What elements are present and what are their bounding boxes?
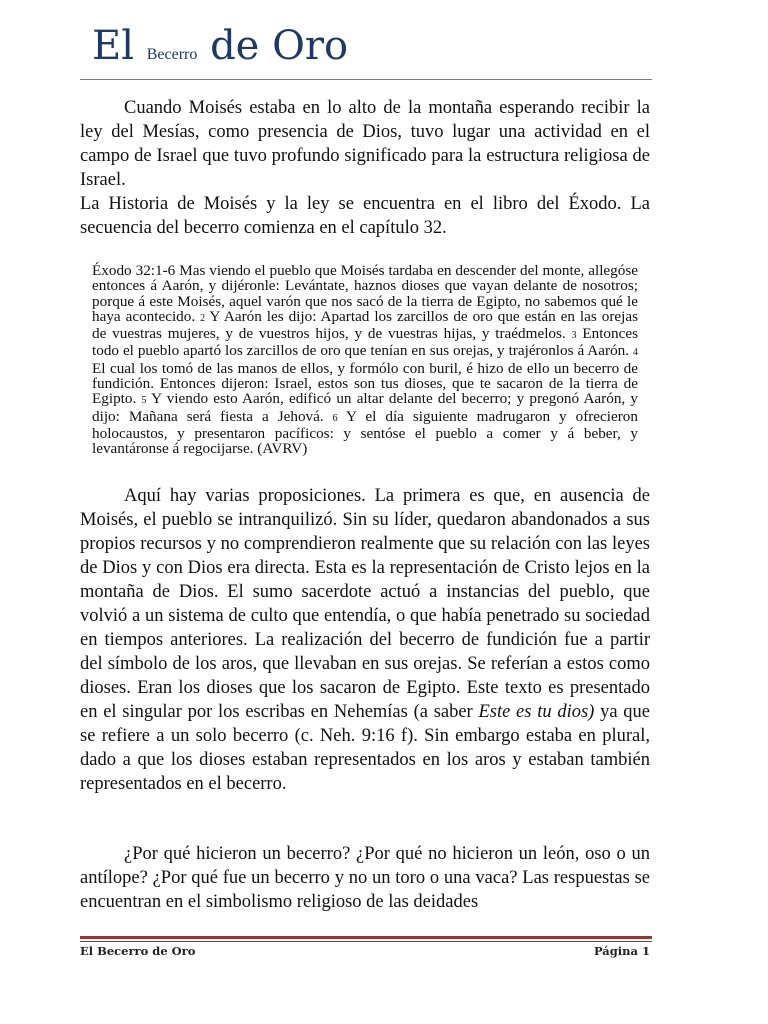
footer-thin-rule — [80, 941, 652, 942]
footer-title: El Becerro de Oro — [80, 944, 196, 958]
analysis-italic-quote: Este es tu dios) — [478, 702, 595, 722]
quote-reference: Éxodo 32:1-6 — [92, 262, 176, 279]
analysis-text-start: Aquí hay varias proposiciones. La primera es que, en ausencia de Moisés, el pueblo se intranquilizó. Sin su líder, quedaron abandonados a sus propios recursos y no comprendieron realmente que su relación con las leyes de Dios y con Dios era directa. Esta es la representación de Cristo lejos en la montaña de Dios. El sumo sacerdote actuó a instancias del pueblo, que volvió a un sistema de culto que entendía, o que había penetrado su sociedad en tiempos anteriores. La realización del becerro de fundición fue a partir del símbolo de los aros, que llevaban en sus orejas. Se referían a estos como dioses. Eran los dioses que los sacaron de Egipto. Este texto es presentado en el singular por los escribas en Nehemías (a saber — [80, 486, 650, 722]
footer-page-number: Página 1 — [593, 944, 650, 958]
quote-verse-4: El cual los tomó de las manos de ellos, y formólo con buril, é hizo de ello un becerro de fundición. Entonces dijeron: Israel, estos son tus dioses, que te sacaron de la tierra de Egipto. — [92, 359, 638, 408]
verse-number-4: 4 — [633, 347, 638, 359]
analysis-text-end: ya que se refiere a un solo becerro (c. Neh. 9:16 f). Sin embargo estaba en plural, dado a que los dioses estaban representados en los aros y estaban también representados en el becerro. — [80, 702, 650, 794]
title-part-el: El — [92, 23, 134, 69]
verse-number-2: 2 — [200, 312, 206, 324]
verse-number-5: 5 — [141, 395, 147, 407]
title-part-becerro: Becerro — [146, 46, 198, 63]
verse-number-3: 3 — [571, 330, 577, 342]
page-title — [92, 22, 348, 79]
analysis-section — [80, 484, 650, 796]
footer-thick-rule — [80, 936, 652, 939]
question-paragraph: ¿Por qué hicieron un becerro? ¿Por qué no hicieron un león, oso o un antílope? ¿Por qué fue un becerro y no un toro o una vaca? Las respuestas se encuentran en el simbolismo religioso de las deidades — [80, 844, 650, 912]
intro-paragraph-1: Cuando Moisés estaba en lo alto de la montaña esperando recibir la ley del Mesías, como presencia de Dios, tuvo lugar una actividad en el campo de Israel que tuvo profundo significado para la estructura religiosa de Israel. — [80, 98, 650, 190]
verse-number-6: 6 — [332, 412, 338, 424]
intro-paragraph-2: La Historia de Moisés y la ley se encuentra en el libro del Éxodo. La secuencia del becerro comienza en el capítulo 32. — [80, 194, 650, 238]
scripture-quote — [92, 263, 638, 457]
question-section — [80, 842, 650, 914]
quote-verse-5: Y viendo esto Aarón, edificó un altar delante del becerro; y pregonó Aarón, y dijo: Mañana será fiesta a Jehová. — [92, 390, 638, 425]
title-divider — [80, 79, 652, 80]
quote-verse-6: Y el día siguiente madrugaron y ofrecieron holocaustos, y presentaron pacíficos: y sentóse el pueblo a comer y á beber, y levantáronse á regocijarse. (AVRV) — [92, 407, 638, 458]
quote-verse-1: Mas viendo el pueblo que Moisés tardaba en descender del monte, allegóse entonces á Aarón, y dijéronle: Levántate, haznos dioses que vayan delante de nosotros; porque á este Moisés, aquel varón que nos sacó de la tierra de Egipto, no sabemos qué le haya acontecido. — [92, 262, 638, 325]
quote-verse-2: Y Aarón les dijo: Apartad los zarcillos de oro que están en las orejas de vuestras mujeres, y de vuestros hijos, y de vuestras hijas, y traédmelos. — [92, 307, 638, 343]
analysis-paragraph — [80, 484, 650, 796]
quote-verse-3: Entonces todo el pueblo apartó los zarcillos de oro que tenían en sus orejas, y trajéronlos á Aarón. — [92, 325, 639, 360]
title-part-de-oro: de Oro — [210, 23, 349, 69]
intro-section — [80, 96, 650, 240]
